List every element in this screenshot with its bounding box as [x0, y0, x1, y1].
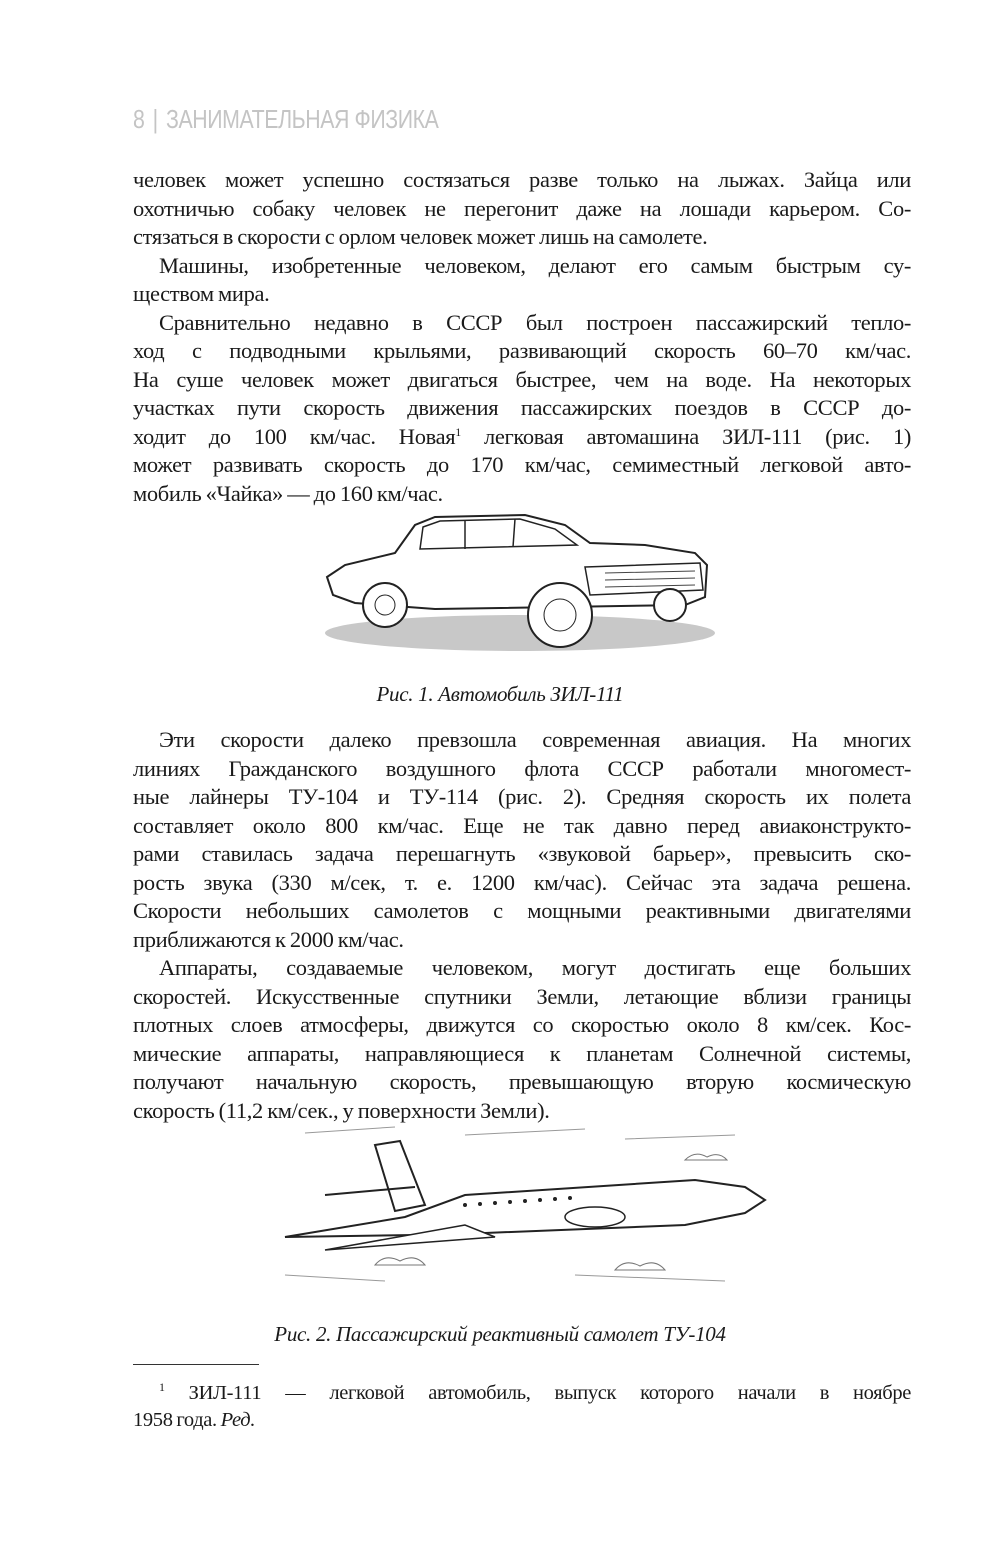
text-line	[133, 223, 911, 252]
text-line	[133, 897, 911, 926]
footnote-mark: 1	[159, 1380, 165, 1394]
line-text: стязаться в скорости с орлом человек может лишь на самолете.	[133, 224, 708, 249]
line-text: мические аппараты, направляющиеся к планетам Солнечной системы,	[133, 1040, 911, 1066]
text-block-2	[133, 726, 911, 1125]
text-line	[133, 954, 911, 983]
line-text: ществом мира.	[133, 281, 270, 306]
line-text: линиях Гражданского воздушного флота СССР работали многомест-	[133, 755, 911, 781]
line-text: плотных слоев атмосферы, движутся со скоростью около 8 км/сек. Кос-	[133, 1012, 911, 1037]
text-line	[133, 394, 911, 423]
text-line	[133, 451, 911, 480]
text-line	[133, 812, 911, 841]
line-text: участках пути скорость движения пассажирских поездов в СССР до-	[133, 395, 911, 420]
line-text: Сравнительно недавно в СССР был построен пассажирский тепло-	[159, 309, 911, 335]
text-line	[133, 755, 911, 784]
book-title: ЗАНИМАТЕЛЬНАЯ ФИЗИКА	[165, 104, 439, 134]
line-text: Аппараты, создаваемые человеком, могут достигать еще больших	[159, 955, 911, 980]
text-line	[133, 309, 911, 338]
text-line	[133, 926, 911, 955]
line-text: ные лайнеры ТУ-104 и ТУ-114 (рис. 2). Средняя скорость их полета	[133, 784, 911, 809]
line-text: охотничью собаку человек не перегонит даже на лошади карьером. Со-	[133, 195, 911, 221]
car-illustration	[315, 505, 715, 665]
text-line	[133, 783, 911, 812]
text-line	[133, 840, 911, 869]
line-text: мобиль «Чайка» — до 160 км/час.	[133, 480, 443, 506]
line-text: человек может успешно состязаться разве только на лыжах. Зайца или	[133, 167, 911, 192]
line-text: легковая автомашина ЗИЛ-111 (рис. 1)	[484, 423, 911, 449]
line-text: рами ставилась задача перешагнуть «звуковой барьер», превысить ско-	[133, 841, 911, 866]
line-text: На суше человек может двигаться быстрее, чем на воде. На некоторых	[133, 366, 911, 392]
text-line	[133, 480, 911, 509]
text-line	[133, 726, 911, 755]
page-number: 8	[133, 104, 145, 134]
line-text: ходит до 100 км/час. Новая	[133, 423, 456, 449]
text-line	[133, 423, 911, 452]
line-text: Скорости небольших самолетов с мощными реактивными двигателями	[133, 898, 911, 923]
footnote	[133, 1380, 911, 1434]
text-line	[133, 1011, 911, 1040]
footnote-text-1: ЗИЛ-111 — легковой автомобиль, выпуск которого начали в ноябре	[188, 1382, 911, 1404]
line-text: Эти скорости далеко превзошла современная авиация. На многих	[159, 727, 911, 752]
footnote-text-2: 1958 года.	[133, 1409, 217, 1431]
line-text: получают начальную скорость, превышающую вторую космическую	[133, 1069, 911, 1094]
text-block-1	[133, 166, 911, 508]
figure-1-caption: Рис. 1. Автомобиль ЗИЛ-111	[376, 682, 624, 706]
line-text: скорость (11,2 км/сек., у поверхности Земли).	[133, 1097, 550, 1123]
line-text: может развивать скорость до 170 км/час, семиместный легковой авто-	[133, 452, 911, 477]
text-line	[133, 252, 911, 281]
header-separator: |	[152, 104, 158, 134]
text-line	[133, 1068, 911, 1097]
line-text: приближаются к 2000 км/час.	[133, 926, 404, 952]
footnote-reference[interactable]: 1	[455, 424, 461, 439]
text-line	[133, 166, 911, 195]
text-line	[133, 869, 911, 898]
text-line	[133, 983, 911, 1012]
footnote-divider	[133, 1364, 259, 1365]
text-line	[133, 366, 911, 395]
line-text: Машины, изобретенные человеком, делают его самым быстрым су-	[159, 252, 911, 278]
text-line	[133, 1097, 911, 1126]
airplane-illustration	[265, 1125, 775, 1295]
line-text: рость звука (330 м/сек, т. е. 1200 км/час). Сейчас эта задача решена.	[133, 869, 911, 895]
line-text: ход с подводными крыльями, развивающий скорость 60–70 км/час.	[133, 338, 911, 363]
text-line	[133, 280, 911, 309]
text-line	[133, 337, 911, 366]
running-header	[133, 104, 438, 135]
line-text: скоростей. Искусственные спутники Земли, летающие вблизи границы	[133, 983, 911, 1009]
text-line	[133, 195, 911, 224]
footnote-editor: Ред.	[220, 1409, 256, 1431]
line-text: составляет около 800 км/час. Еще не так давно перед авиаконструкто-	[133, 812, 911, 838]
figure-2-caption: Рис. 2. Пассажирский реактивный самолет ТУ-104	[274, 1322, 726, 1346]
text-line	[133, 1040, 911, 1069]
